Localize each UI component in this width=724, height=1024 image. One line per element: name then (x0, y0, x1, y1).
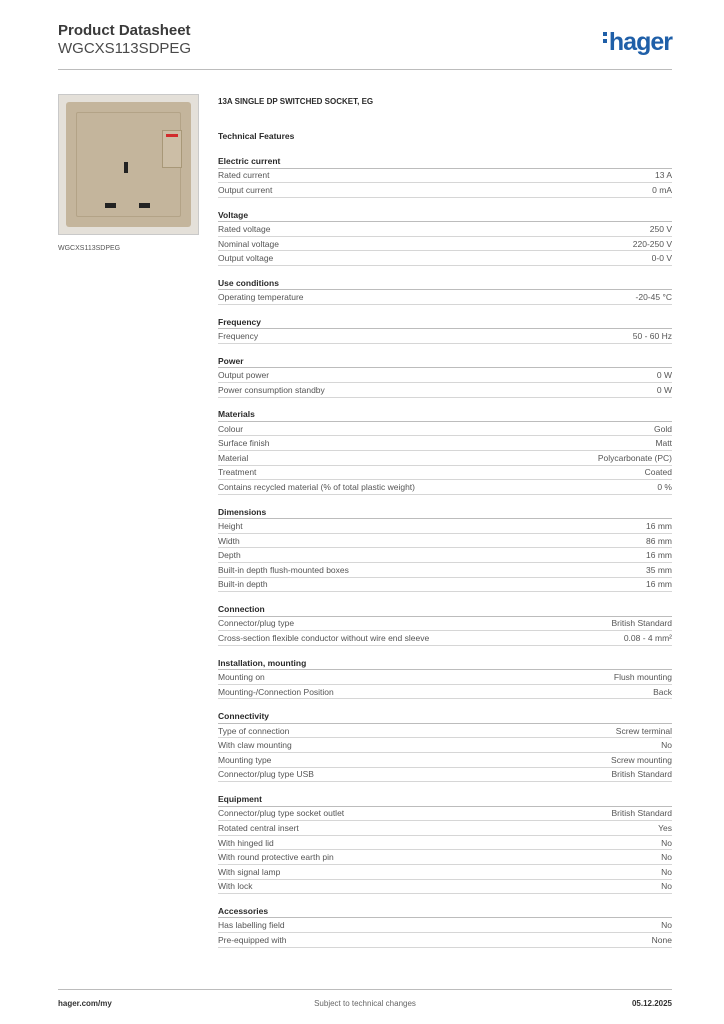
spec-value: 13 A (654, 170, 672, 181)
spec-row (218, 880, 672, 895)
spec-row (218, 738, 672, 753)
spec-label: Rated current (218, 170, 270, 181)
product-image (58, 94, 199, 235)
logo-dots-icon (603, 29, 607, 46)
spec-row (218, 290, 672, 305)
spec-row (218, 631, 672, 646)
spec-row (218, 670, 672, 685)
spec-section (218, 656, 672, 700)
spec-value: Polycarbonate (PC) (597, 452, 672, 463)
spec-label: Connector/plug type (218, 618, 295, 629)
spec-label: Output voltage (218, 253, 274, 264)
spec-label: Built-in depth (218, 579, 268, 590)
spec-row (218, 368, 672, 383)
spec-label: Pre-equipped with (218, 934, 287, 945)
spec-row (218, 548, 672, 563)
spec-row (218, 183, 672, 198)
spec-row (218, 768, 672, 783)
socket-plate-inner (76, 112, 181, 217)
spec-value: 0 W (656, 370, 672, 381)
spec-row (218, 480, 672, 495)
spec-row (218, 617, 672, 632)
spec-section (218, 354, 672, 398)
product-reference: WGCXS113SDPEG (58, 40, 192, 57)
spec-label: Treatment (218, 467, 257, 478)
switch-indicator-icon (166, 134, 178, 137)
spec-row (218, 563, 672, 578)
spec-label: Built-in depth flush-mounted boxes (218, 564, 349, 575)
spec-value: 0-0 V (651, 253, 672, 264)
section-title: Materials (218, 407, 672, 422)
section-title: Dimensions (218, 505, 672, 520)
spec-section (218, 904, 672, 948)
spec-row (218, 519, 672, 534)
product-name: 13A SINGLE DP SWITCHED SOCKET, EG (218, 97, 374, 106)
spec-value: British Standard (611, 769, 672, 780)
spec-label: Nominal voltage (218, 238, 279, 249)
footer-date: 05.12.2025 (631, 999, 672, 1008)
spec-row (218, 933, 672, 948)
spec-row (218, 850, 672, 865)
spec-value: No (661, 837, 672, 848)
spec-value: 16 mm (646, 579, 672, 590)
spec-label: Rotated central insert (218, 822, 299, 833)
spec-row (218, 807, 672, 822)
section-title: Electric current (218, 154, 672, 169)
section-title: Connection (218, 602, 672, 617)
footer-disclaimer: Subject to technical changes (314, 999, 416, 1008)
spec-value: 0 mA (652, 184, 672, 195)
spec-label: With round protective earth pin (218, 852, 334, 863)
spec-value: No (661, 866, 672, 877)
spec-section (218, 602, 672, 646)
spec-label: With signal lamp (218, 866, 281, 877)
spec-label: Height (218, 521, 243, 532)
spec-label: With claw mounting (218, 740, 292, 751)
spec-row (218, 383, 672, 398)
spec-value: 250 V (649, 223, 672, 234)
section-title: Accessories (218, 904, 672, 919)
spec-label: Output power (218, 370, 270, 381)
section-title: Voltage (218, 208, 672, 223)
spec-label: Rated voltage (218, 223, 271, 234)
spec-label: Power consumption standby (218, 384, 325, 395)
spec-value: No (661, 852, 672, 863)
spec-value: Back (653, 686, 672, 697)
spec-label: Colour (218, 423, 244, 434)
spec-row (218, 685, 672, 700)
spec-label: Frequency (218, 331, 259, 342)
page-header (58, 22, 672, 70)
image-caption: WGCXS113SDPEG (58, 245, 121, 252)
spec-value: 0.08 - 4 mm² (623, 633, 672, 643)
section-title: Use conditions (218, 276, 672, 291)
spec-section (218, 407, 672, 495)
spec-label: Cross-section flexible conductor without wire end sleeve (218, 633, 430, 643)
spec-row (218, 251, 672, 266)
spec-row (218, 918, 672, 933)
spec-label: Contains recycled material (% of total plastic weight) (218, 482, 415, 493)
neutral-pin-slot (139, 203, 150, 208)
earth-pin-slot (124, 162, 128, 173)
spec-section (218, 276, 672, 305)
spec-section (218, 208, 672, 266)
spec-section (218, 505, 672, 593)
section-title: Power (218, 354, 672, 369)
spec-value: British Standard (611, 808, 672, 819)
spec-row (218, 578, 672, 593)
footer-website-link[interactable]: hager.com/my (58, 999, 112, 1008)
spec-value: 0 % (657, 482, 672, 493)
spec-label: Connector/plug type socket outlet (218, 808, 345, 819)
spec-label: Mounting-/Connection Position (218, 686, 334, 697)
spec-value: 16 mm (646, 521, 672, 532)
spec-section (218, 792, 672, 894)
spec-row (218, 237, 672, 252)
technical-features-heading: Technical Features (218, 131, 295, 141)
spec-value: No (661, 920, 672, 931)
spec-section (218, 315, 672, 344)
spec-row (218, 836, 672, 851)
hager-logo (603, 28, 672, 57)
spec-label: Material (218, 452, 249, 463)
spec-label: Has labelling field (218, 920, 285, 931)
spec-value: Flush mounting (613, 671, 672, 682)
section-title: Connectivity (218, 709, 672, 724)
spec-value: No (661, 881, 672, 892)
spec-value: Yes (658, 822, 672, 833)
spec-value: 0 W (656, 384, 672, 395)
spec-section (218, 154, 672, 198)
spec-row (218, 422, 672, 437)
spec-row (218, 436, 672, 451)
logo-text: hager (608, 28, 672, 56)
spec-value: -20-45 °C (635, 292, 672, 303)
spec-row (218, 753, 672, 768)
spec-row (218, 534, 672, 549)
rocker-switch (162, 130, 182, 168)
spec-row (218, 222, 672, 237)
document-title: Product Datasheet (58, 22, 191, 39)
spec-value: Gold (654, 423, 672, 434)
spec-label: Depth (218, 550, 241, 561)
spec-value: None (651, 934, 672, 945)
spec-value: Screw mounting (611, 754, 672, 765)
spec-value: Coated (644, 467, 672, 478)
spec-row (218, 724, 672, 739)
spec-row (218, 169, 672, 184)
spec-label: Mounting type (218, 754, 272, 765)
spec-row (218, 865, 672, 880)
spec-value: Screw terminal (615, 725, 672, 736)
spec-label: Output current (218, 184, 273, 195)
spec-label: Mounting on (218, 671, 265, 682)
spec-value: 50 - 60 Hz (632, 331, 672, 342)
spec-row (218, 466, 672, 481)
spec-row (218, 329, 672, 344)
spec-value: 220-250 V (632, 238, 672, 249)
spec-label: Connector/plug type USB (218, 769, 314, 780)
spec-value: 16 mm (646, 550, 672, 561)
spec-label: With hinged lid (218, 837, 274, 848)
spec-section (218, 709, 672, 782)
section-title: Frequency (218, 315, 672, 330)
spec-value: Matt (655, 438, 672, 449)
spec-row (218, 821, 672, 836)
spec-label: With lock (218, 881, 253, 892)
spec-label: Surface finish (218, 438, 270, 449)
live-pin-slot (105, 203, 116, 208)
spec-value: No (661, 740, 672, 751)
spec-label: Width (218, 535, 240, 546)
spec-value: 35 mm (646, 564, 672, 575)
spec-row (218, 451, 672, 466)
spec-value: British Standard (611, 618, 672, 629)
spec-label: Operating temperature (218, 292, 304, 303)
page-footer (58, 989, 672, 1009)
spec-label: Type of connection (218, 725, 290, 736)
section-title: Equipment (218, 792, 672, 807)
section-title: Installation, mounting (218, 656, 672, 671)
socket-plate (66, 102, 191, 227)
spec-value: 86 mm (646, 535, 672, 546)
specification-table (218, 154, 672, 957)
